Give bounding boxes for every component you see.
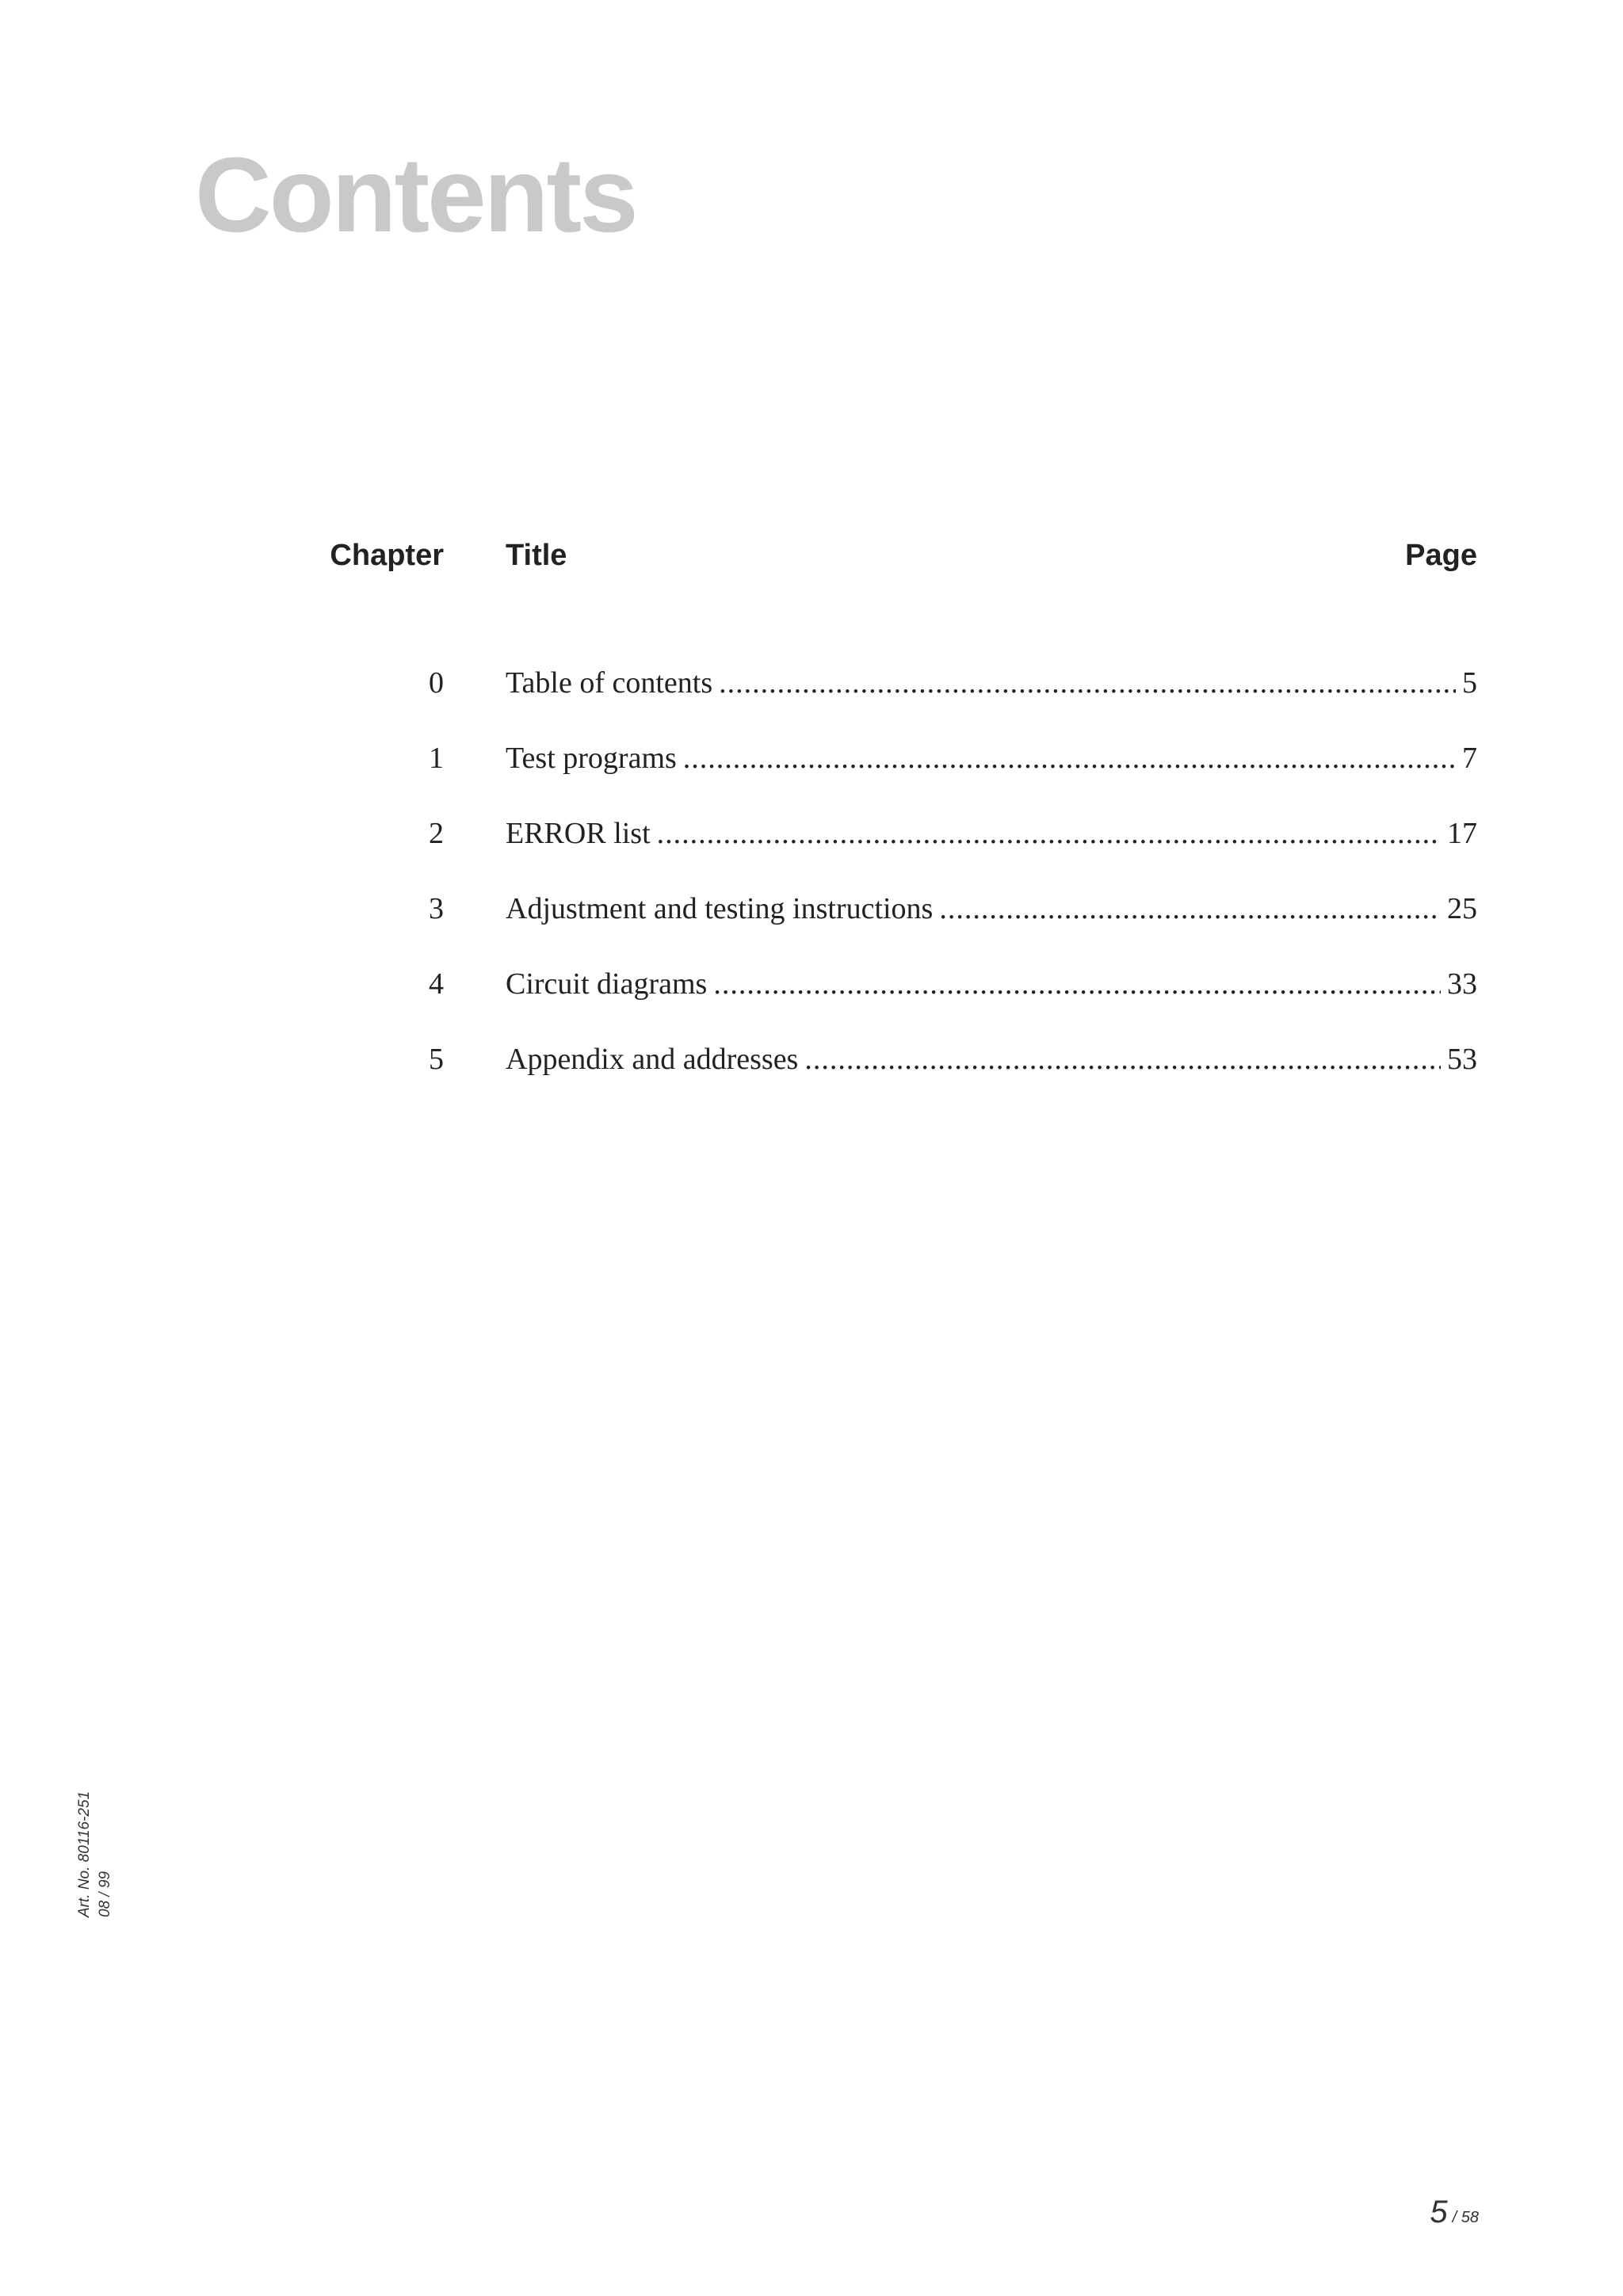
entry-page: 33: [1447, 967, 1477, 1001]
dot-leader: [939, 891, 1441, 926]
entry-page: 53: [1447, 1043, 1477, 1076]
chapter-number: 4: [429, 967, 444, 1001]
chapter-number: 0: [429, 666, 444, 700]
dot-leader: [683, 741, 1456, 776]
toc-entry[interactable]: [0, 666, 1623, 741]
chapter-number: 5: [429, 1043, 444, 1076]
entry-page: 25: [1447, 892, 1477, 925]
entry-title: Test programs: [506, 742, 677, 775]
entry-title: ERROR list: [506, 817, 651, 850]
page-number: [1430, 2195, 1479, 2230]
entry-page: 17: [1447, 817, 1477, 850]
entry-title: Appendix and addresses: [506, 1043, 799, 1076]
toc-header: [0, 539, 1623, 578]
article-number-note: [74, 1791, 116, 1917]
entry-title: Table of contents: [506, 666, 713, 700]
current-page: 5: [1430, 2195, 1448, 2229]
dot-leader: [804, 1042, 1441, 1077]
chapter-number: 2: [429, 817, 444, 850]
entry-title: Circuit diagrams: [506, 967, 708, 1001]
toc-entry[interactable]: [0, 816, 1623, 891]
page-column-header: Page: [1405, 539, 1477, 572]
chapter-number: 1: [429, 742, 444, 775]
title-column-header: Title: [506, 539, 567, 572]
toc-list: [0, 666, 1623, 1117]
toc-entry[interactable]: [0, 967, 1623, 1042]
edition-date: 08 / 99: [97, 1871, 113, 1917]
entry-page: 7: [1462, 742, 1477, 775]
dot-leader: [719, 666, 1456, 700]
article-number: Art. No. 80116-251: [76, 1791, 93, 1917]
chapter-column-header: Chapter: [330, 539, 444, 572]
toc-entry[interactable]: [0, 1042, 1623, 1117]
page-title: Contents: [195, 136, 636, 254]
dot-leader: [657, 816, 1441, 851]
entry-page: 5: [1462, 666, 1477, 700]
dot-leader: [713, 967, 1441, 1001]
toc-entry[interactable]: [0, 741, 1623, 816]
total-pages: / 58: [1452, 2209, 1479, 2226]
toc-entry[interactable]: [0, 891, 1623, 967]
chapter-number: 3: [429, 892, 444, 925]
entry-title: Adjustment and testing instructions: [506, 892, 934, 925]
